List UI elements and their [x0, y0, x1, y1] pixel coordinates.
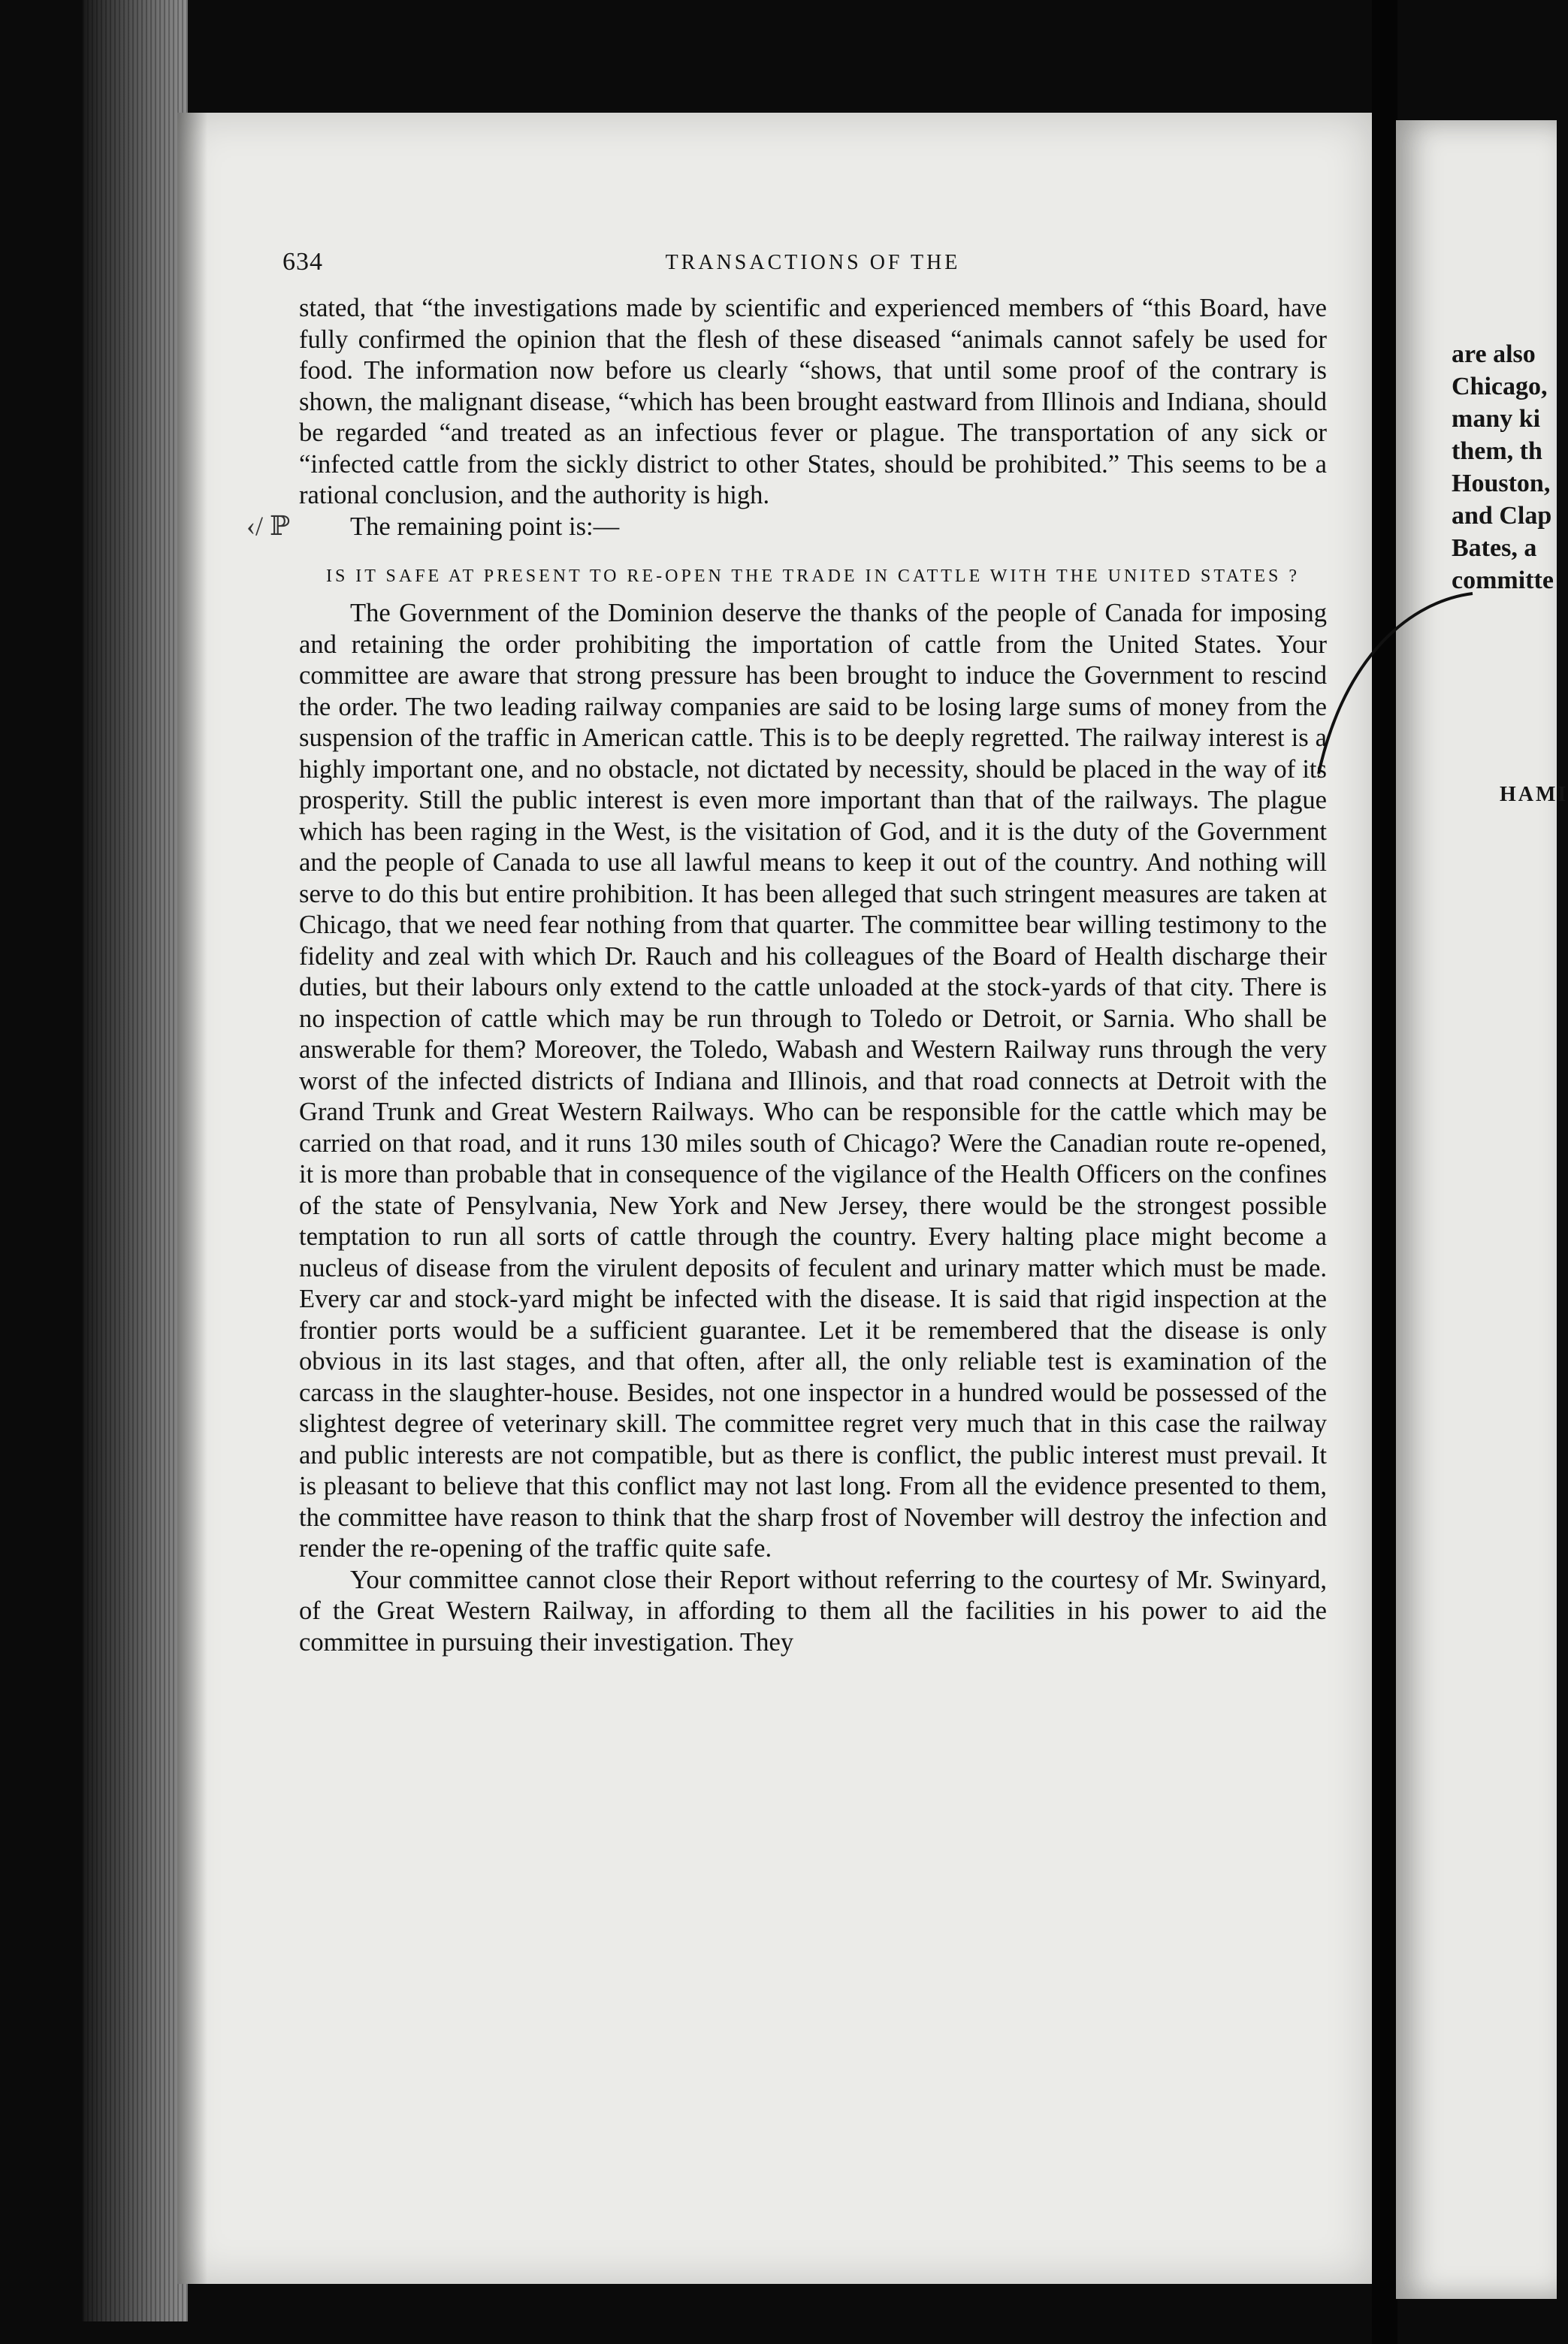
right-fragment-line: Chicago, — [1452, 373, 1548, 400]
running-head-title: TRANSACTIONS OF THE — [665, 251, 961, 274]
page-stack-lines — [83, 0, 188, 2321]
paragraph-quote: stated, that “the investigations made by scientific and experienced members of “this Board, have fully confirmed the opinion that the flesh of these diseased “animals cannot safely be used for food. The information now before us clearly “shows, that until some proof of the contrary is shown, the malignant disease, “which has been brought eastward from Illinois and Indiana, should be regarded “and treated as an infectious fever or plague. The transportation of any sick or “infected cattle from the sickly district to other States, should be prohibited.” This seems to be a rational conclusion, and the authority is high. — [299, 294, 1327, 509]
page-content — [246, 248, 1327, 1658]
right-page — [1396, 120, 1568, 2299]
right-fragment-line: Bates, a — [1452, 534, 1537, 562]
paragraph-courtesy: Your committee cannot close their Report without referring to the courtesy of Mr. Swinyard, of the Great Western Railway, in affording to them all the facilities in his power to aid the committee in pursuing their investigation. They — [299, 1565, 1327, 1657]
right-fragment-line: them, th — [1452, 437, 1542, 465]
right-fragment-line: are also — [1452, 340, 1536, 368]
running-head — [282, 248, 1327, 293]
right-heading-fragment: HAMI — [1500, 783, 1568, 806]
paragraph-government: The Government of the Dominion deserve the thanks of the people of Canada for imposing and retaining the order prohibiting the importation of cattle from the United States. Your committee are aware that strong pressure has been brought to induce the Government to rescind the order. The two leading railway companies are said to be losing large sums of money from the suspension of the traffic in American cattle. This is to be deeply regretted. The railway interest is a highly important one, and no obstacle, not dictated by necessity, should be placed in the way of its prosperity. Still the public interest is even more important than that of the railways. The plague which has been raging in the West, is the visitation of God, and it is the duty of the Government and the people of Canada to use all lawful means to keep it out of the country. And nothing will serve to do this but entire prohibition. It has been alleged that such stringent measures are taken at Chicago, that we need fear nothing from that quarter. The committee bear willing testimony to the fidelity and zeal with which Dr. Rauch and his colleagues of the Board of Health discharge their duties, but their labours only extend to the cattle unloaded at the stock-yards of that city. There is no inspection of cattle which may be run through to Toledo or Detroit, or Sarnia. Who shall be answerable for them? Moreover, the Toledo, Wabash and Western Railway runs through the very worst of the infected districts of Indiana and Illinois, and that road connects at Detroit with the Grand Trunk and Great Western Railways. Who can be responsible for the cattle which may be carried on that road, and it runs 130 miles south of Chicago? Were the Canadian route re-opened, it is more than probable that in consequence of the vigilance of the Health Officers on the confines of the state of Pensylvania, New York and New Jersey, there would be the strongest possible temptation to run all sorts of cattle through the country. Every halting place might become a nucleus of disease from the virulent deposits of feculent and urinary matter which must be made. Every car and stock-yard might be infected with the disease. It is said that rigid inspection at the frontier ports would be a sufficient guarantee. Let it be remembered that the disease is only obvious in its last stages, and that often, after all, the only reliable test is examination of the carcass in the slaughter-house. Besides, not one inspector in a hundred would be possessed of the slightest degree of veterinary skill. The committee regret very much that in this case the railway and public interests are not compatible, but as there is conflict, the public interest must prevail. It is pleasant to believe that this conflict may not last long. From all the evidence presented to them, the committee have reason to think that the sharp frost of November will destroy the infection and render the re-opening of the traffic quite safe. — [299, 599, 1327, 1563]
margin-mark: ‹/ ℙ — [246, 511, 291, 541]
book-gutter — [1372, 0, 1397, 2344]
right-fragment-line: Houston, — [1452, 470, 1551, 497]
right-fragment-line: committe — [1452, 566, 1554, 594]
page-number: 634 — [282, 248, 323, 276]
section-heading: IS IT SAFE AT PRESENT TO RE-OPEN THE TRADE IN CATTLE WITH THE UNITED STATES ? — [325, 566, 1301, 586]
right-page-fragments — [1452, 338, 1554, 597]
right-fragment-line: many ki — [1452, 405, 1541, 433]
pencil-curve-mark — [1300, 586, 1480, 796]
body-text — [246, 293, 1327, 1658]
paragraph-remaining-point: The remaining point is:— — [350, 512, 620, 541]
page-stack-edges — [83, 0, 188, 2321]
left-page — [177, 113, 1372, 2284]
gutter-shadow — [177, 113, 207, 2284]
right-fragment-line: and Clap — [1452, 502, 1552, 530]
